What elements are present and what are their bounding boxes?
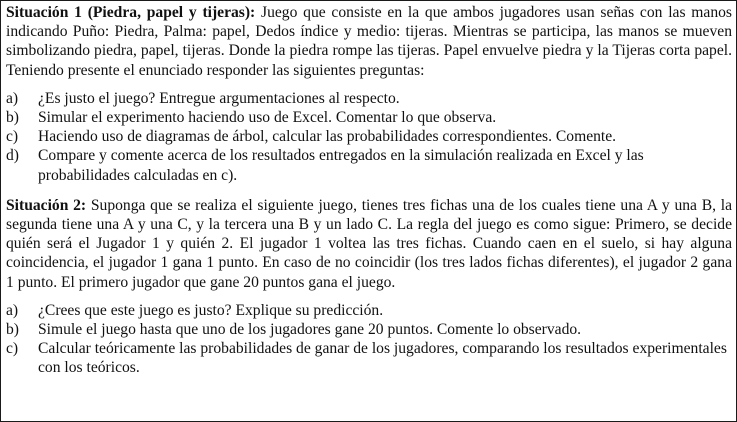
- question-item: [6, 127, 732, 146]
- question-letter: c): [6, 340, 19, 358]
- situation-1-heading: Situación 1 (Piedra, papel y tijeras):: [6, 4, 256, 21]
- question-text: Simule el juego hasta que uno de los jugadores gane 20 puntos. Comente lo observado.: [38, 321, 582, 339]
- document-content: [6, 3, 732, 378]
- question-text: ¿Es justo el juego? Entregue argumentaciones al respecto.: [38, 89, 400, 107]
- situation-1-paragraph: [6, 3, 732, 80]
- situation-2-heading: Situación 2:: [6, 196, 87, 214]
- question-item: [6, 301, 732, 320]
- situation-1-body: Juego que consiste en la que ambos jugadores usan señas con las manos indicando Puño: Piedra, Palma: papel, Dedos índice y medio: tijeras. Mientras se participa, las manos se mueven simbolizando piedra, papel, tijeras. Donde la piedra rompe las tijeras. Papel envuelve piedra y la Tijeras corta papel. Teniendo presente el enunciado responder las siguientes preguntas:: [6, 4, 732, 79]
- question-item: [6, 146, 732, 184]
- question-letter: b): [6, 109, 19, 127]
- question-letter: a): [6, 89, 19, 107]
- question-letter: d): [6, 147, 19, 165]
- spacer: [6, 185, 732, 196]
- spacer: [6, 292, 732, 301]
- situation-2-body: Suponga que se realiza el siguiente juego, tienes tres fichas una de los cuales tiene una A y una B, la segunda tiene una A y una C, y la tercera una B y un lado C. La regla del juego es como sigue: Primero, se decide quién será el Jugador 1 y quién 2. El jugador 1 voltea las tres fichas. Cuando caen en el suelo, si hay alguna coincidencia, el jugador 1 gana 1 punto. En caso de no coincidir (los tres lados fichas diferentes), el jugador 2 gana 1 punto. El primero jugador que gane 20 puntos gana el juego.: [6, 196, 733, 291]
- question-text: Haciendo uso de diagramas de árbol, calcular las probabilidades correspondientes. Comente.: [38, 128, 617, 146]
- question-letter: a): [6, 301, 19, 319]
- question-text: ¿Crees que este juego es justo? Explique su predicción.: [38, 301, 384, 319]
- question-letter: b): [6, 321, 19, 339]
- question-letter: c): [6, 128, 19, 146]
- question-item: [6, 89, 732, 108]
- question-text: Calcular teóricamente las probabilidades de ganar de los jugadores, comparando los resultados experimentales con los teóricos.: [38, 340, 727, 377]
- situation-2-paragraph: [6, 196, 732, 292]
- question-text: Simular el experimento haciendo uso de Excel. Comentar lo que observa.: [38, 109, 497, 127]
- question-text: Compare y comente acerca de los resultados entregados en la simulación realizada en Excel y las probabilidades calculadas en c).: [38, 147, 644, 184]
- question-item: [6, 320, 732, 339]
- question-item: [6, 339, 732, 377]
- spacer: [6, 80, 732, 89]
- situation-1-questions: [6, 89, 732, 185]
- question-item: [6, 108, 732, 127]
- situation-2-questions: [6, 301, 732, 378]
